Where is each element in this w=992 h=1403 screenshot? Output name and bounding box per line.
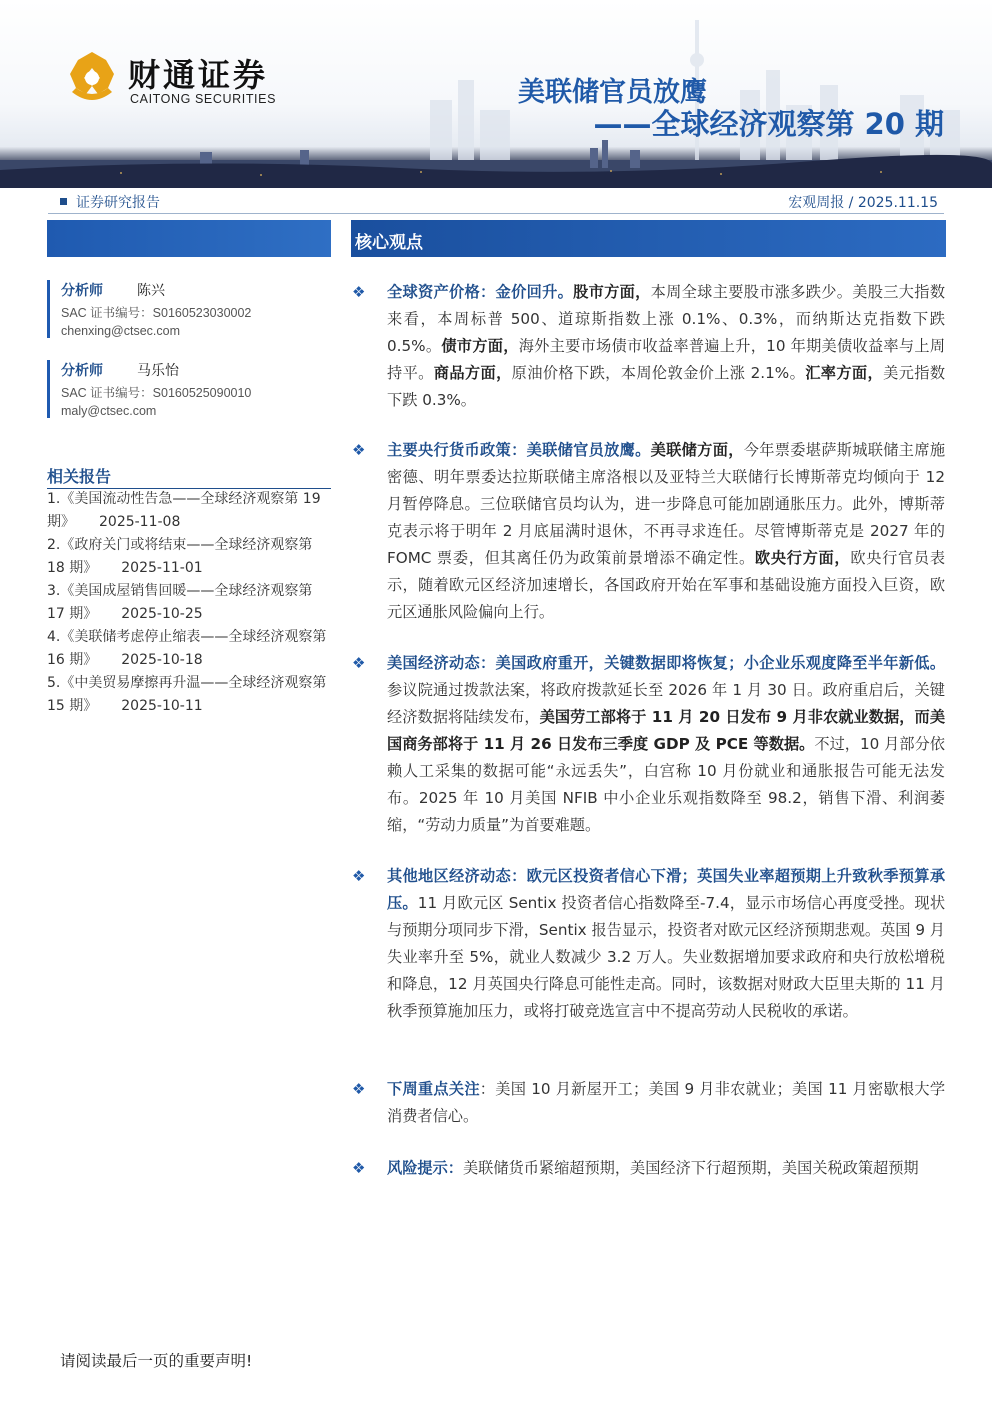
related-report-date: 2025-10-11 [121,698,203,714]
related-report-title: 3.《美国成屋销售回暖——全球经济观察第 17 期》 [47,583,313,622]
diamond-bullet-icon: ❖ [352,441,366,459]
analyst-cert: SAC 证书编号：S0160525090010 [61,386,252,400]
point-text: 美元指数下跌 0.3%。 [387,364,946,409]
divider [48,213,944,214]
report-category [60,192,160,212]
analyst-email[interactable]: chenxing@ctsec.com [61,324,180,338]
point-key: 商品方面， [433,364,512,382]
point-key: 美国劳工部将于 11 月 20 日发布 9 月非农就业数据，而美国商务部将于 11 月 26 日发布三季度 GDP 及 PCE 等数据。 [387,708,946,753]
diamond-bullet-icon: ❖ [352,1080,366,1098]
analyst-name: 马乐怡 [137,363,179,379]
point-key: 美联储方面， [650,441,744,459]
point-text: 本周全球主要股市涨多跌少。美股三大指数来看，本周标普 500、道琼斯指数上涨 0.1%、0.3%，而纳斯达克指数下跌 0.5%。 [387,283,946,355]
related-reports-heading: 相关报告 [47,467,112,486]
related-report-item[interactable] [47,672,331,718]
point-key: 债市方面， [441,337,519,355]
point-key: 汇率方面， [805,364,884,382]
analyst-email[interactable]: maly@ctsec.com [61,404,157,418]
report-subtitle: ——全球经济观察第 20 期 [593,107,944,141]
diamond-bullet-icon: ❖ [352,867,366,885]
point-lead: 风险提示： [387,1159,463,1177]
logo-english-name: CAITONG SECURITIES [130,92,277,106]
logo-chinese-name: 财通证券 [128,56,269,94]
related-report-title: 2.《政府关门或将结束——全球经济观察第 18 期》 [47,537,313,576]
related-reports-list [47,488,331,718]
point-key: 欧央行方面， [754,549,851,567]
point-key: 股市方面， [573,283,651,301]
report-type-date: 宏观周报 / 2025.11.15 [788,195,938,211]
related-report-item[interactable] [47,488,331,534]
point-lead: 美国经济动态：美国政府重开，关键数据即将恢复；小企业乐观度降至半年新低。 [387,654,945,672]
analyst-name: 陈兴 [137,283,165,299]
core-point-next-week [387,1076,945,1130]
core-point-asset-prices [387,279,945,414]
point-text: 海外主要市场债市收益率普遍上升，10 年期美债收益率与上周持平。 [387,337,946,382]
related-report-title: 4.《美联储考虑停止缩表——全球经济观察第 16 期》 [47,629,327,668]
analyst-cert: SAC 证书编号：S0160523030002 [61,306,252,320]
related-report-date: 2025-11-01 [121,560,203,576]
related-report-date: 2025-11-08 [99,514,181,530]
core-point-risk [387,1155,945,1182]
core-point-other-regions [387,863,945,1025]
point-lead: 主要央行货币政策：美联储官员放鹰。 [387,441,651,459]
core-view-bar [351,220,946,257]
related-report-title: 5.《中美贸易摩擦再升温——全球经济观察第 15 期》 [47,675,327,714]
related-report-item[interactable] [47,534,331,580]
related-report-item[interactable] [47,626,331,672]
report-category-label: 证券研究报告 [76,195,160,211]
analyst-role: 分析师 [61,283,103,299]
point-text: 欧央行官员表示，随着欧元区经济加速增长，各国政府开始在军事和基础设施方面投入巨资，欧元区通胀风险偏向上行。 [387,549,946,621]
report-title: 美联储官员放鹰 [518,77,707,108]
square-bullet-icon [60,198,67,205]
related-report-item[interactable] [47,580,331,626]
logo-emblem-icon [62,48,122,108]
point-text: 参议院通过拨款法案，将政府拨款延长至 2026 年 1 月 30 日。政府重启后，关键经济数据将陆续发布， [387,681,945,726]
diamond-bullet-icon: ❖ [352,654,366,672]
diamond-bullet-icon: ❖ [352,1159,366,1177]
analyst-card [47,360,345,418]
point-text: 美联储货币紧缩超预期，美国经济下行超预期，美国关税政策超预期 [462,1159,919,1177]
diamond-bullet-icon: ❖ [352,283,366,301]
point-lead: 全球资产价格：金价回升。 [387,283,574,301]
point-text: 今年票委堪萨斯城联储主席施密德、明年票委达拉斯联储主席洛根以及亚特兰大联储行长博斯蒂克均倾向于 12 月暂停降息。三位联储官员均认为，进一步降息可能加剧通胀压力。此外，博斯蒂克表示将于明年 2 月底届满时退休，不再寻求连任。尽管博斯蒂克是 2027 年的 FOMC 票委，但其离任仍为政策前景增添不确定性。 [387,441,946,567]
header-banner [0,0,992,188]
disclaimer-notice: 请阅读最后一页的重要声明! [60,1352,253,1370]
related-report-title: 1.《美国流动性告急——全球经济观察第 19 期》 [47,491,321,530]
point-text: 原油价格下跌，本周伦敦金价上涨 2.1%。 [511,364,806,382]
related-report-date: 2025-10-25 [121,606,203,622]
company-logo [62,46,302,110]
point-text: 不过，10 月部分依赖人工采集的数据可能“永远丢失”，白宫称 10 月份就业和通胀报告可能无法发布。2025 年 10 月美国 NFIB 中小企业乐观指数降至 98.2，销售下滑、利润萎缩，“劳动力质量”为首要难题。 [387,735,945,834]
sidebar-header-bar [47,220,331,257]
point-lead: 下周重点关注 [387,1080,480,1098]
core-point-central-banks [387,437,945,626]
analyst-card [47,280,345,338]
point-text: 11 月欧元区 Sentix 投资者信心指数降至-7.4，显示市场信心再度受挫。现状与预期分项同步下滑，Sentix 报告显示，投资者对欧元区经济预期悲观。英国 9 月失业率升至 5%，就业人数减少 3.2 万人。失业数据增加要求政府和央行放松增税和降息，12 月英国央行降息可能性走高。同时，该数据对财政大臣里夫斯的 11 月秋季预算施加压力，或将打破竞选宣言中不提高劳动人民税收的承诺。 [387,894,946,1020]
point-lead: 其他地区经济动态：欧元区投资者信心下滑；英国失业率超预期上升致秋季预算承压。 [387,867,945,912]
core-view-heading: 核心观点 [355,233,423,253]
related-report-date: 2025-10-18 [121,652,203,668]
point-text: ：美国 10 月新屋开工；美国 9 月非农就业；美国 11 月密歇根大学消费者信心。 [387,1080,946,1125]
core-point-us-economy [387,650,945,839]
analyst-role: 分析师 [61,363,103,379]
